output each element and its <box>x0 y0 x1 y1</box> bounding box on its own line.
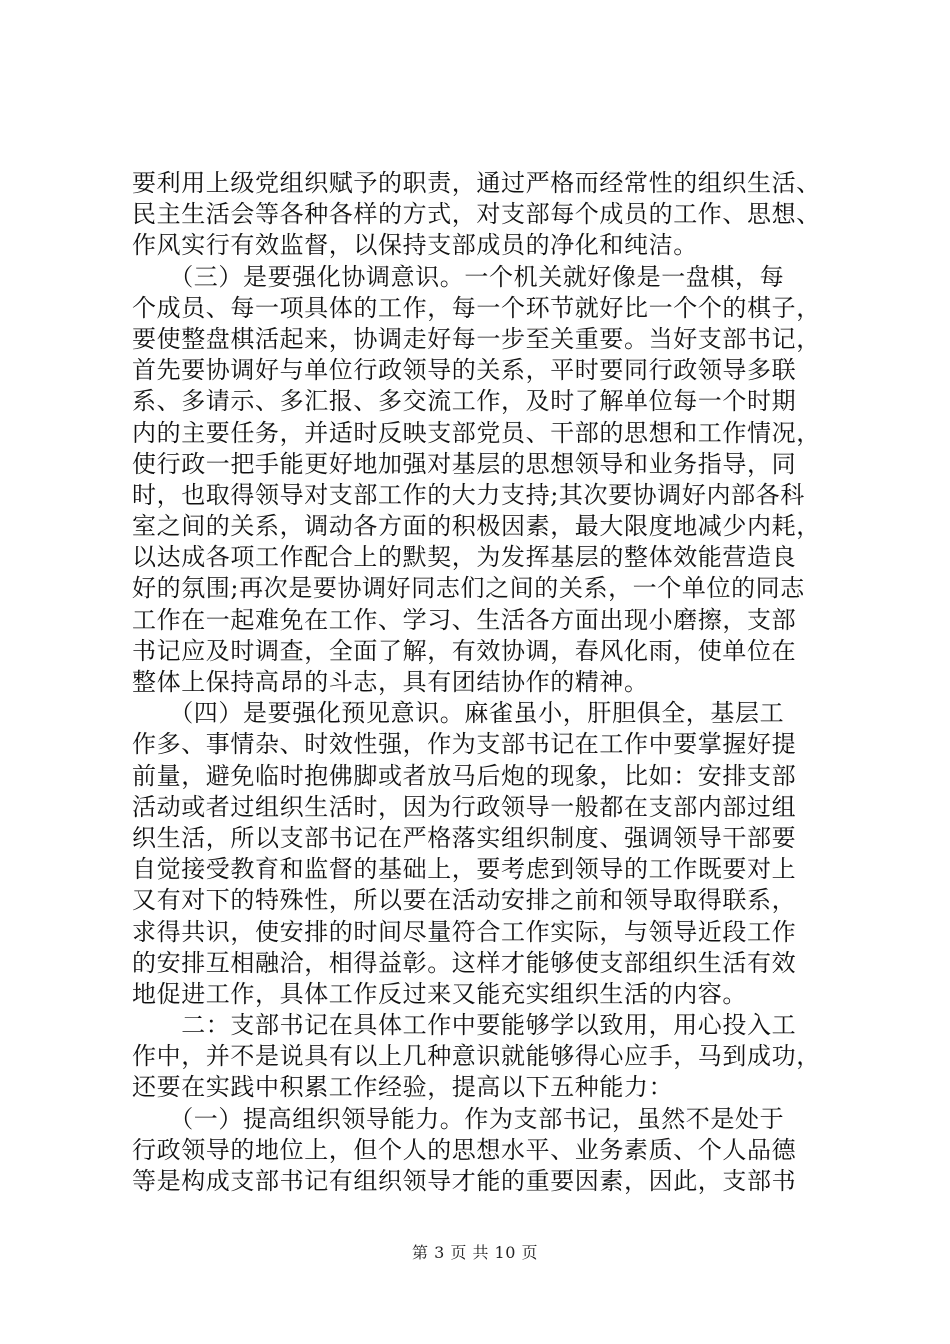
text-line: 室之间的关系，调动各方面的积极因素，最大限度地减少内耗， <box>132 512 821 541</box>
text-line: 作多、事情杂、时效性强，作为支部书记在工作中要掌握好提 <box>132 730 797 759</box>
text-line: （三）是要强化协调意识。一个机关就好像是一盘棋，每 <box>132 262 785 291</box>
text-line: 要使整盘棋活起来，协调走好每一步至关重要。当好支部书记， <box>132 324 821 353</box>
text-line: 工作在一起难免在工作、学习、生活各方面出现小磨擦，支部 <box>132 605 797 634</box>
text-line: 自觉接受教育和监督的基础上，要考虑到领导的工作既要对上 <box>132 855 797 884</box>
text-line: 以达成各项工作配合上的默契，为发挥基层的整体效能营造良 <box>132 543 797 572</box>
text-line: 内的主要任务，并适时反映支部党员、干部的思想和工作情况， <box>132 418 821 447</box>
text-line: 书记应及时调查，全面了解，有效协调，春风化雨，使单位在 <box>132 636 797 665</box>
text-line: 系、多请示、多汇报、多交流工作，及时了解单位每一个时期 <box>132 387 797 416</box>
text-line: 织生活，所以支部书记在严格落实组织制度、强调领导干部要 <box>132 823 797 852</box>
text-line: 还要在实践中积累工作经验，提高以下五种能力： <box>132 1073 674 1102</box>
text-line: 使行政一把手能更好地加强对基层的思想领导和业务指导，同 <box>132 449 797 478</box>
text-line: 活动或者过组织生活时，因为行政领导一般都在支部内部过组 <box>132 792 797 821</box>
text-line: 的安排互相融洽，相得益彰。这样才能够使支部组织生活有效 <box>132 948 797 977</box>
text-line: 作中，并不是说具有以上几种意识就能够得心应手，马到成功， <box>132 1042 821 1071</box>
text-line: 首先要协调好与单位行政领导的关系，平时要同行政领导多联 <box>132 356 797 385</box>
text-line: 前量，避免临时抱佛脚或者放马后炮的现象，比如：安排支部 <box>132 761 797 790</box>
text-line: （四）是要强化预见意识。麻雀虽小，肝胆俱全，基层工 <box>132 699 785 728</box>
text-line: 个成员、每一项具体的工作，每一个环节就好比一个个的棋子， <box>132 293 821 322</box>
page-number-footer: 第 3 页 共 10 页 <box>412 1243 538 1262</box>
text-line: 二：支部书记在具体工作中要能够学以致用，用心投入工 <box>132 1011 797 1040</box>
text-line: 要利用上级党组织赋予的职责，通过严格而经常性的组织生活、 <box>132 169 821 197</box>
text-line: 民主生活会等各种各样的方式，对支部每个成员的工作、思想、 <box>132 200 821 229</box>
text-line: 作风实行有效监督，以保持支部成员的净化和纯洁。 <box>132 231 698 260</box>
text-line: 行政领导的地位上，但个人的思想水平、业务素质、个人品德 <box>132 1135 797 1164</box>
text-line: 好的氛围;再次是要协调好同志们之间的关系，一个单位的同志 <box>132 574 805 603</box>
text-line: 等是构成支部书记有组织领导才能的重要因素，因此，支部书 <box>132 1167 797 1195</box>
text-line: 地促进工作，具体工作反过来又能充实组织生活的内容。 <box>132 979 747 1008</box>
text-line: 又有对下的特殊性，所以要在活动安排之前和领导取得联系， <box>132 886 797 915</box>
text-line: 时，也取得领导对支部工作的大力支持;其次要协调好内部各科 <box>132 480 805 509</box>
text-line: 整体上保持高昂的斗志，具有团结协作的精神。 <box>132 668 649 696</box>
text-line: 求得共识，使安排的时间尽量符合工作实际，与领导近段工作 <box>132 917 797 946</box>
text-line: （一）提高组织领导能力。作为支部书记，虽然不是处于 <box>132 1104 785 1133</box>
body-text <box>132 168 832 1197</box>
